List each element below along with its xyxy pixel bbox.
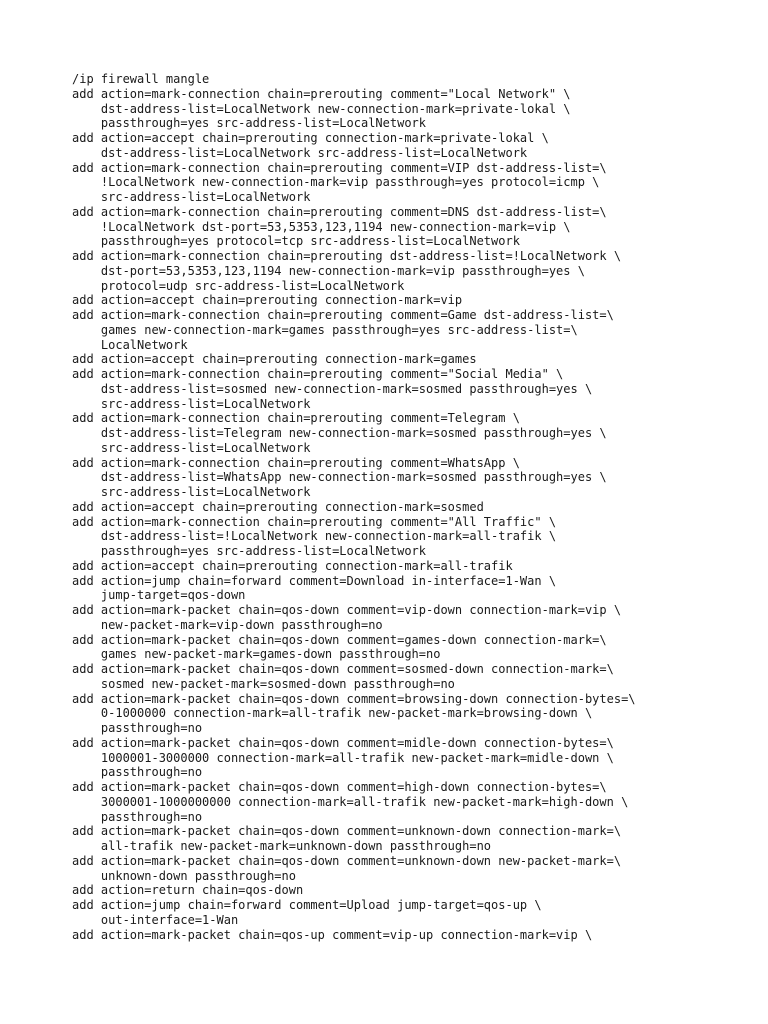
code-line: dst-port=53,5353,123,1194 new-connection-mark=vip passthrough=yes \	[72, 263, 585, 278]
code-block	[72, 72, 752, 942]
code-line: add action=jump chain=forward comment=Upload jump-target=qos-up \	[72, 898, 542, 912]
code-line: passthrough=no	[72, 809, 203, 824]
code-line: add action=mark-connection chain=prerouting comment=WhatsApp \	[72, 455, 520, 470]
code-line: add action=accept chain=prerouting connection-mark=sosmed	[72, 499, 484, 514]
document-page	[72, 72, 752, 942]
code-line: add action=mark-connection chain=prerouting comment=DNS dst-address-list=\	[72, 204, 607, 219]
code-line: add action=mark-connection chain=prerouting comment=VIP dst-address-list=\	[72, 160, 607, 175]
code-line: games new-connection-mark=games passthrough=yes src-address-list=\	[72, 322, 578, 337]
code-line: dst-address-list=sosmed new-connection-mark=sosmed passthrough=yes \	[72, 381, 593, 396]
code-line: add action=accept chain=prerouting connection-mark=private-lokal \	[72, 131, 549, 145]
code-line: passthrough=yes protocol=tcp src-address-list=LocalNetwork	[72, 234, 520, 249]
code-line: add action=mark-connection chain=prerouting comment=Game dst-address-list=\	[72, 308, 614, 322]
code-line: add action=accept chain=prerouting connection-mark=all-trafik	[72, 558, 513, 573]
code-line: protocol=udp src-address-list=LocalNetwork	[72, 278, 405, 293]
code-line: dst-address-list=Telegram new-connection-mark=sosmed passthrough=yes \	[72, 426, 607, 440]
code-line: add action=mark-packet chain=qos-down comment=high-down connection-bytes=\	[72, 780, 607, 794]
code-line: add action=mark-packet chain=qos-down comment=midle-down connection-bytes=\	[72, 735, 614, 750]
code-line: src-address-list=LocalNetwork	[72, 485, 311, 499]
code-line: add action=jump chain=forward comment=Download in-interface=1-Wan \	[72, 573, 557, 588]
code-line: src-address-list=LocalNetwork	[72, 190, 311, 204]
code-line: add action=mark-connection chain=prerouting comment=Telegram \	[72, 411, 520, 426]
code-line: src-address-list=LocalNetwork	[72, 396, 311, 411]
code-line: add action=mark-packet chain=qos-down comment=vip-down connection-mark=vip \	[72, 603, 622, 617]
code-line: new-packet-mark=vip-down passthrough=no	[72, 617, 383, 632]
code-line: sosmed new-packet-mark=sosmed-down passthrough=no	[72, 676, 455, 691]
code-line: add action=mark-connection chain=prerouting comment="All Traffic" \	[72, 514, 557, 529]
code-line: dst-address-list=LocalNetwork new-connection-mark=private-lokal \	[72, 101, 571, 116]
code-line: games new-packet-mark=games-down passthrough=no	[72, 647, 441, 662]
code-line: add action=accept chain=prerouting connection-mark=games	[72, 352, 477, 367]
code-line: add action=accept chain=prerouting connection-mark=vip	[72, 293, 463, 308]
code-line: !LocalNetwork new-connection-mark=vip passthrough=yes protocol=icmp \	[72, 175, 600, 190]
code-line: add action=mark-packet chain=qos-down comment=sosmed-down connection-mark=\	[72, 662, 614, 676]
code-line: add action=mark-connection chain=prerouting comment="Social Media" \	[72, 367, 564, 381]
code-line: 1000001-3000000 connection-mark=all-trafik new-packet-mark=midle-down \	[72, 750, 614, 765]
code-line: add action=mark-packet chain=qos-down comment=browsing-down connection-bytes=\	[72, 691, 636, 706]
code-line: passthrough=yes src-address-list=LocalNetwork	[72, 116, 427, 131]
code-line: all-trafik new-packet-mark=unknown-down passthrough=no	[72, 839, 492, 853]
code-line: !LocalNetwork dst-port=53,5353,123,1194 new-connection-mark=vip \	[72, 219, 571, 234]
code-line: dst-address-list=!LocalNetwork new-connection-mark=all-trafik \	[72, 529, 557, 544]
code-line: 0-1000000 connection-mark=all-trafik new-packet-mark=browsing-down \	[72, 706, 593, 721]
code-line: jump-target=qos-down	[72, 588, 246, 603]
code-line: add action=mark-packet chain=qos-down comment=unknown-down connection-mark=\	[72, 824, 622, 839]
code-line: add action=mark-packet chain=qos-down comment=unknown-down new-packet-mark=\	[72, 853, 622, 868]
code-line: add action=mark-packet chain=qos-down comment=games-down connection-mark=\	[72, 632, 607, 647]
code-line: dst-address-list=WhatsApp new-connection-mark=sosmed passthrough=yes \	[72, 470, 607, 485]
code-line: 3000001-1000000000 connection-mark=all-trafik new-packet-mark=high-down \	[72, 794, 629, 809]
code-line: out-interface=1-Wan	[72, 912, 239, 927]
code-line: add action=mark-connection chain=prerouting dst-address-list=!LocalNetwork \	[72, 249, 622, 263]
code-line: passthrough=yes src-address-list=LocalNetwork	[72, 544, 427, 558]
code-line: add action=mark-packet chain=qos-up comment=vip-up connection-mark=vip \	[72, 927, 593, 942]
code-line: add action=return chain=qos-down	[72, 883, 304, 898]
code-line: add action=mark-connection chain=prerouting comment="Local Network" \	[72, 86, 571, 101]
code-line: passthrough=no	[72, 721, 203, 735]
code-line: passthrough=no	[72, 765, 203, 780]
code-line: src-address-list=LocalNetwork	[72, 440, 311, 455]
code-line: /ip firewall mangle	[72, 72, 210, 86]
code-line: LocalNetwork	[72, 337, 188, 352]
code-line: dst-address-list=LocalNetwork src-address-list=LocalNetwork	[72, 145, 528, 160]
code-line: unknown-down passthrough=no	[72, 868, 296, 883]
